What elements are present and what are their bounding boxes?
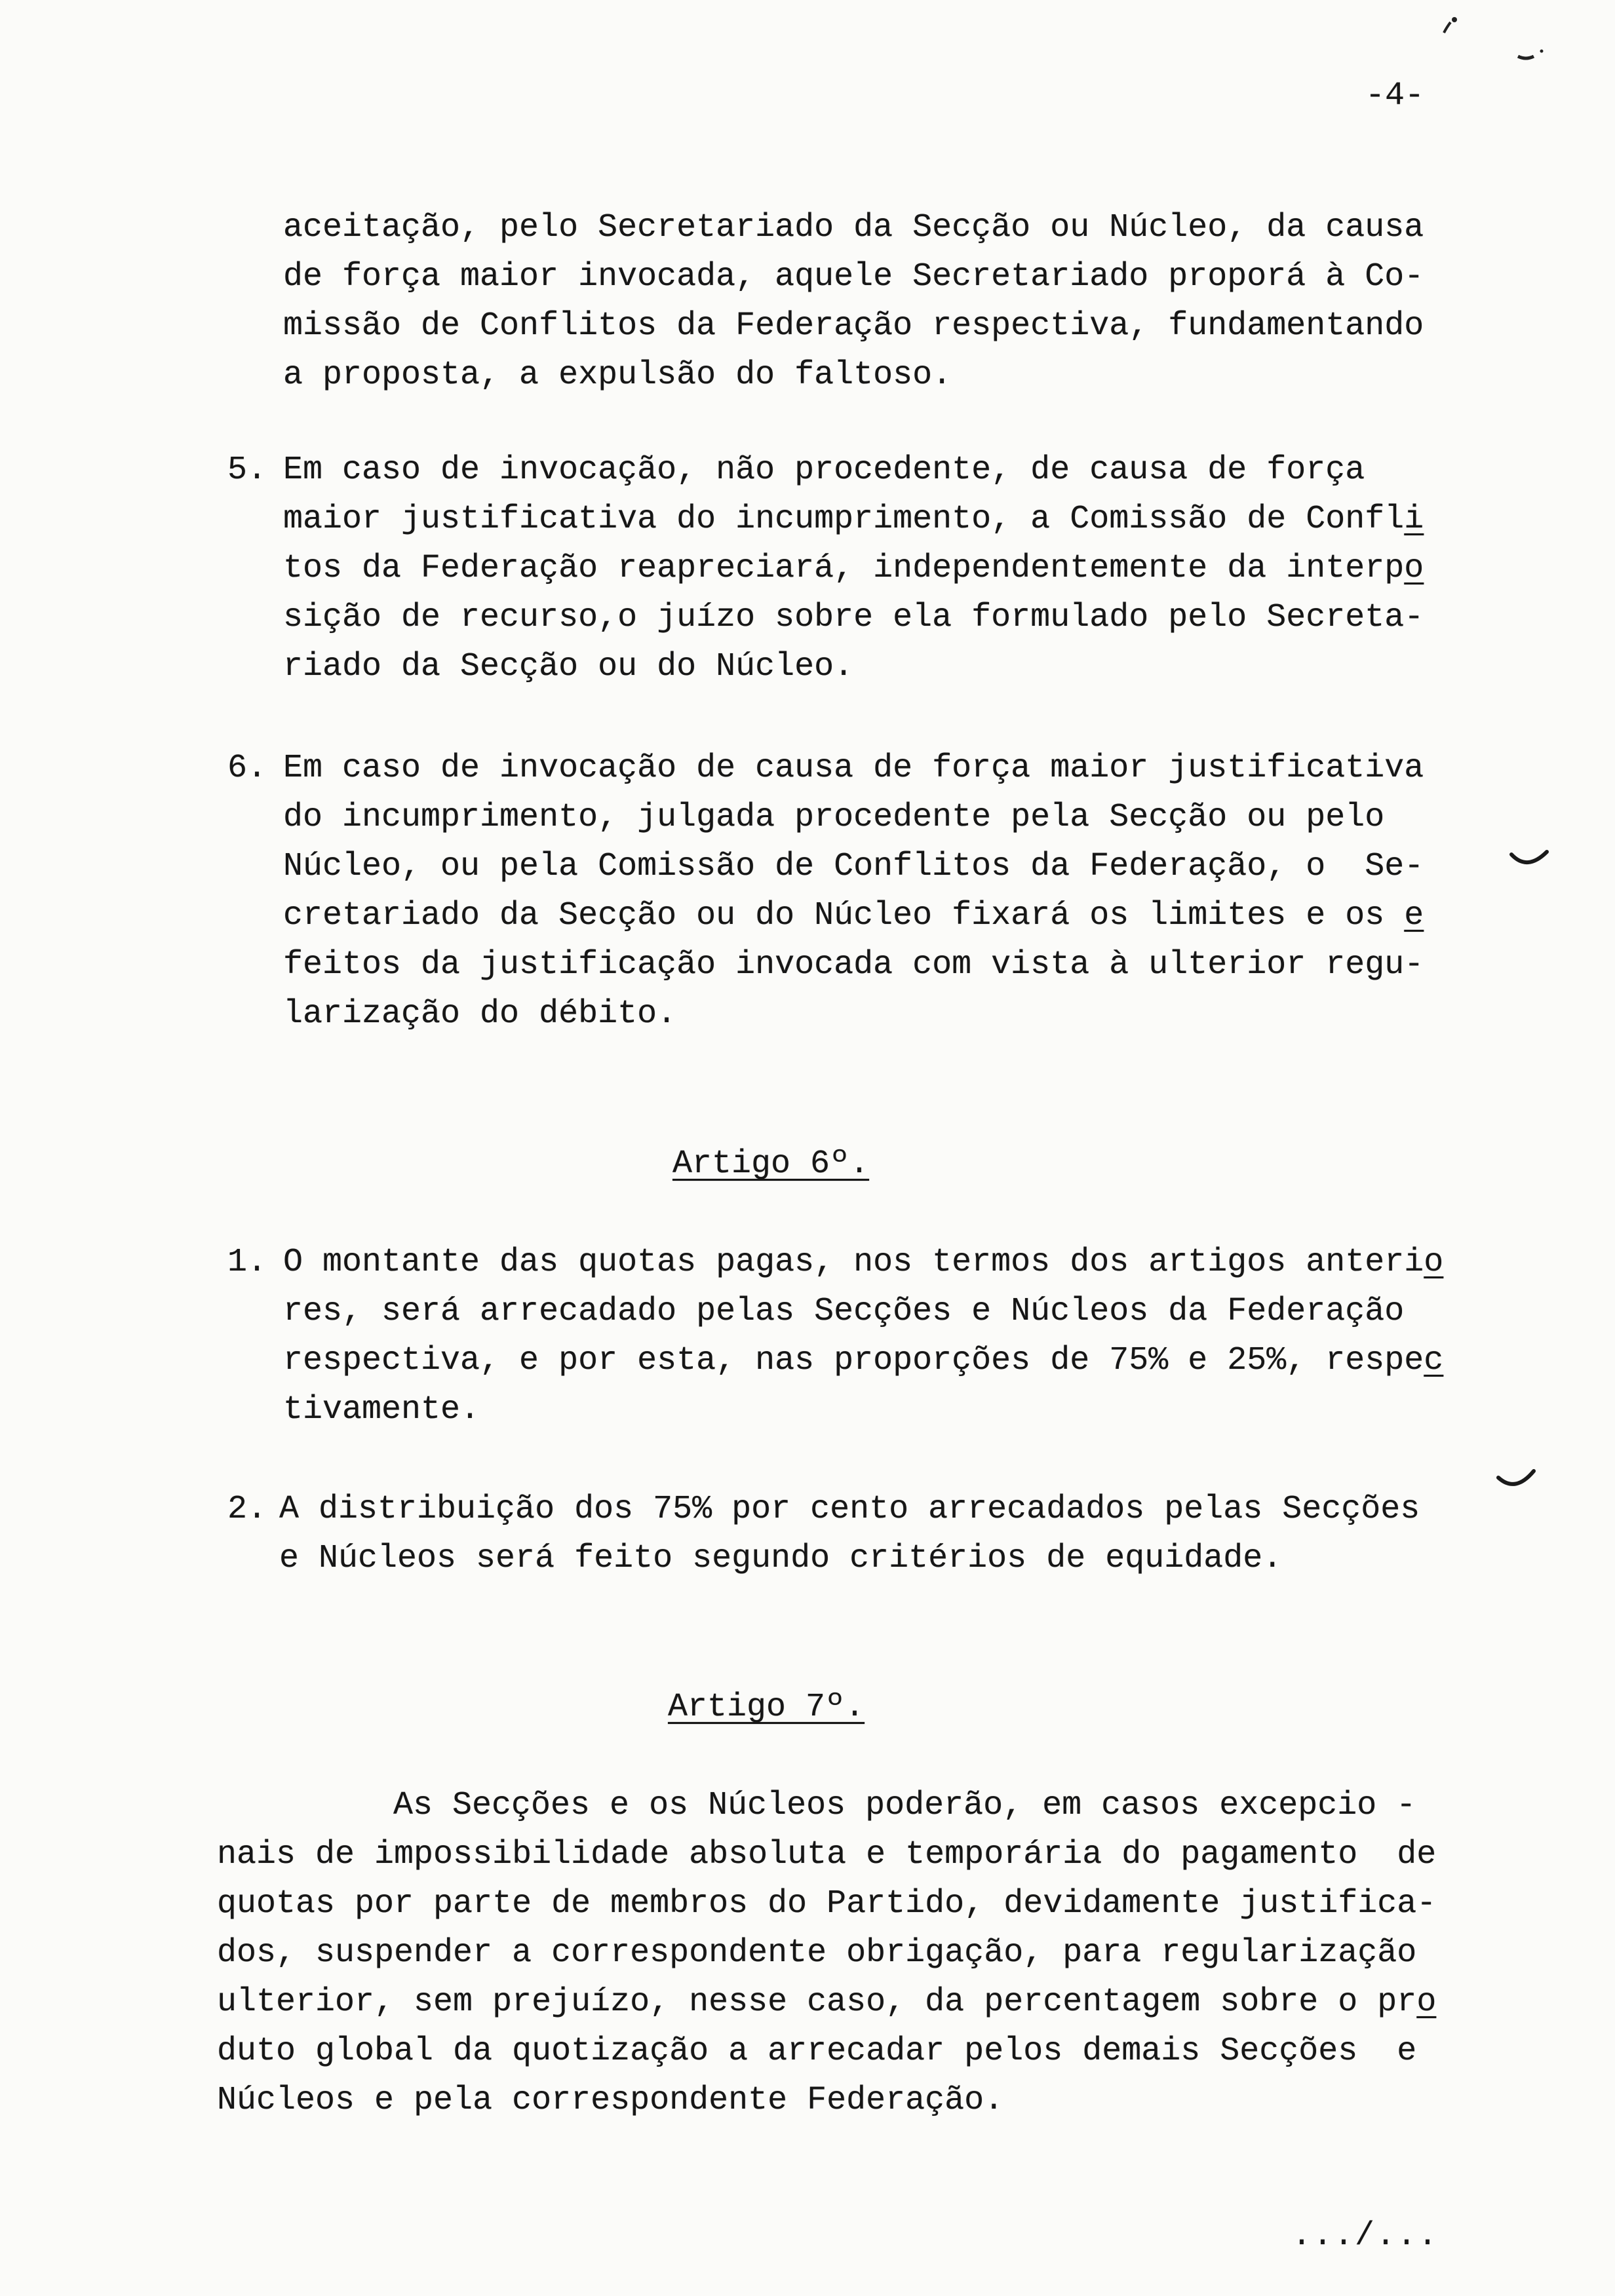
- ink-speck: [1439, 13, 1465, 39]
- text-line: Em caso de invocação, não procedente, de causa de força: [283, 451, 1365, 489]
- item-number: 6.: [227, 750, 267, 787]
- text-line: [283, 891, 1424, 940]
- text-line: e Núcleos será feito segundo critérios de equidade.: [279, 1540, 1283, 1577]
- continued-paragraph: [283, 203, 1424, 400]
- page-number: -4-: [1365, 77, 1425, 115]
- article-7-paragraph: [217, 1781, 1436, 2125]
- text-line: aceitação, pelo Secretariado da Secção ou Núcleo, da causa: [283, 209, 1424, 246]
- text-segment: respectiva, e por esta, nas proporções de 75% e 25%, respe: [283, 1342, 1424, 1379]
- text-line: [283, 495, 1424, 544]
- text-segment: O montante das quotas pagas, nos termos dos artigos anteri: [283, 1244, 1424, 1281]
- text-line: de força maior invocada, aquele Secretariado proporá à Co-: [283, 258, 1424, 296]
- text-line: A distribuição dos 75% por cento arrecadados pelas Secções: [279, 1491, 1420, 1528]
- text-line: Em caso de invocação de causa de força maior justificativa: [283, 750, 1424, 787]
- text-line: duto global da quotização a arrecadar pelos demais Secções e: [217, 2033, 1417, 2070]
- text-line: tivamente.: [283, 1391, 480, 1428]
- text-line: larização do débito.: [283, 995, 677, 1033]
- text-line: res, será arrecadado pelas Secções e Núcleos da Federação: [283, 1293, 1405, 1330]
- text-line: riado da Secção ou do Núcleo.: [283, 648, 854, 685]
- text-line: a proposta, a expulsão do faltoso.: [283, 356, 952, 394]
- text-segment: ulterior, sem prejuízo, nesse caso, da percentagem sobre o pr: [217, 1983, 1417, 2021]
- text-line: dos, suspender a correspondente obrigação, para regularização: [217, 1934, 1417, 1972]
- text-line: sição de recurso,o juízo sobre ela formulado pelo Secreta-: [283, 599, 1424, 636]
- underlined-letter: o: [1424, 1244, 1444, 1281]
- underlined-letter: c: [1424, 1342, 1444, 1379]
- ink-speck: [1514, 46, 1547, 66]
- text-line: [217, 1978, 1436, 2027]
- text-line: Núcleos e pela correspondente Federação.: [217, 2082, 1004, 2119]
- text-line: [283, 1336, 1443, 1385]
- numbered-item-5: [227, 446, 1424, 691]
- text-line: Núcleo, ou pela Comissão de Conflitos da Federação, o Se-: [283, 848, 1424, 885]
- numbered-item-6: [227, 744, 1424, 1039]
- text-line: do incumprimento, julgada procedente pela Secção ou pelo: [283, 799, 1385, 836]
- text-line: nais de impossibilidade absoluta e temporária do pagamento de: [217, 1836, 1437, 1873]
- continuation-mark: .../...: [1292, 2217, 1439, 2255]
- text-line: feitos da justificação invocada com vista à ulterior regu-: [283, 946, 1424, 984]
- text-segment: maior justificativa do incumprimento, a Comissão de Confl: [283, 501, 1405, 538]
- text-line: [283, 1238, 1443, 1287]
- text-line: As Secções e os Núcleos poderão, em casos excepcio -: [393, 1787, 1416, 1824]
- text-line: [283, 544, 1424, 593]
- underlined-letter: e: [1404, 897, 1424, 934]
- margin-mark: [1508, 845, 1553, 878]
- margin-mark: [1494, 1464, 1540, 1497]
- item-number: 2.: [227, 1491, 267, 1528]
- text-line: quotas por parte de membros do Partido, devidamente justifica-: [217, 1885, 1437, 1923]
- text-segment: tos da Federação reapreciará, independentemente da interp: [283, 550, 1405, 587]
- article-6-item-2: [227, 1485, 1420, 1583]
- item-number: 5.: [227, 451, 267, 489]
- article-6-heading: Artigo 6º.: [672, 1145, 870, 1183]
- text-segment: cretariado da Secção ou do Núcleo fixará os limites e os: [283, 897, 1405, 934]
- underlined-letter: i: [1404, 501, 1424, 538]
- underlined-letter: o: [1404, 550, 1424, 587]
- text-line: missão de Conflitos da Federação respectiva, fundamentando: [283, 307, 1424, 345]
- article-6-item-1: [227, 1238, 1444, 1434]
- item-number: 1.: [227, 1244, 267, 1281]
- underlined-letter: o: [1416, 1983, 1437, 2021]
- article-7-heading: Artigo 7º.: [668, 1689, 865, 1726]
